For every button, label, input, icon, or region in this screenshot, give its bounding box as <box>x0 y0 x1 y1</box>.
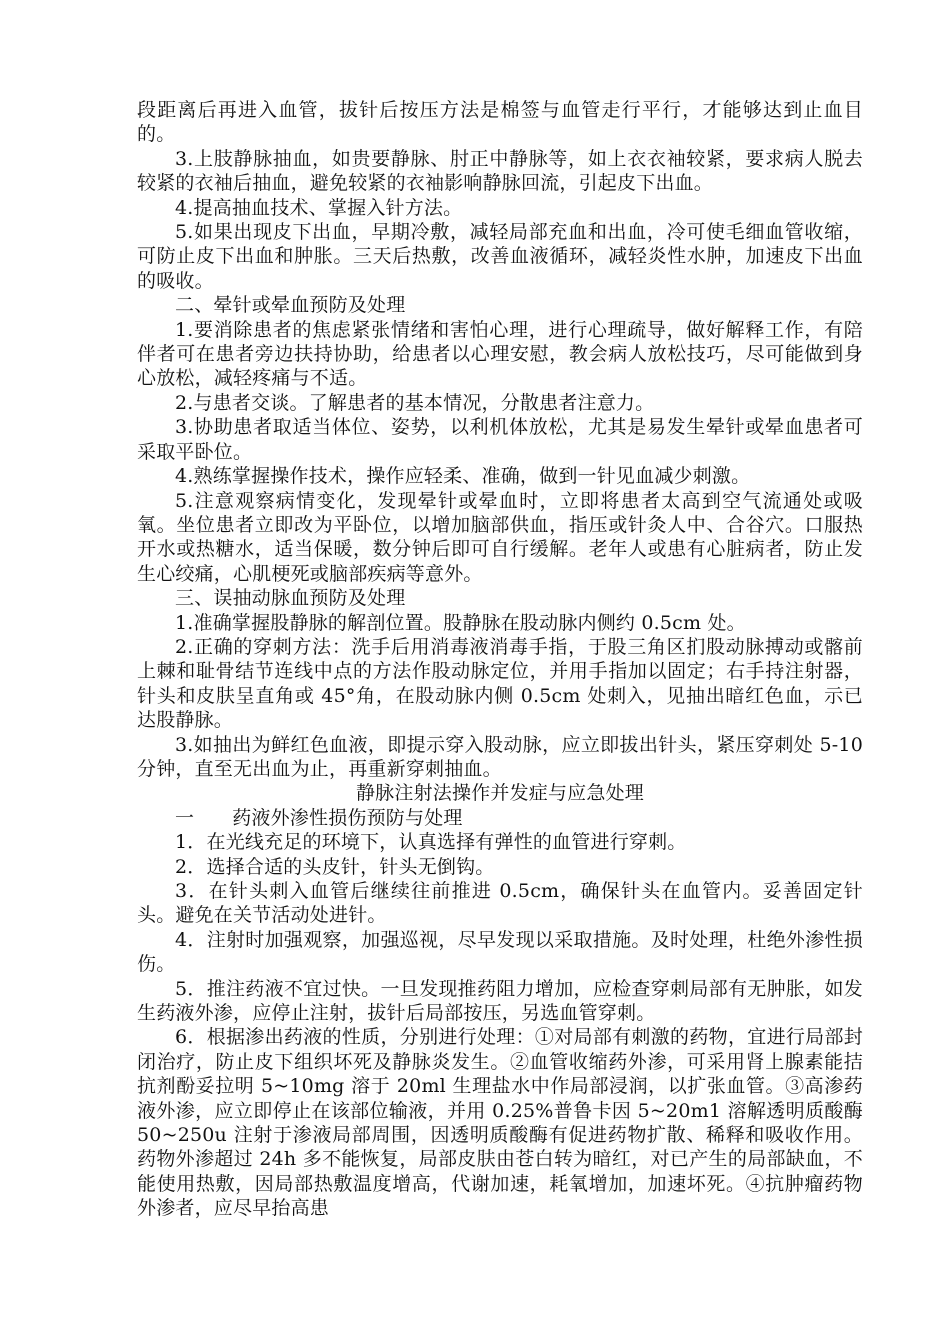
paragraph: 2.正确的穿刺方法：洗手后用消毒液消毒手指，于股三角区扪股动脉搏动或髂前上棘和耻骨结节连线中点的方法作股动脉定位，并用手指加以固定；右手持注射器，针头和皮肤呈直角或 45°角，在股动脉内侧 0.5cm 处刺入，见抽出暗红色血，示已达股静脉。 <box>137 635 863 732</box>
document-title: 静脉注射法操作并发症与应急处理 <box>355 782 644 805</box>
paragraph: 3.如抽出为鲜红色血液，即提示穿入股动脉，应立即拔出针头，紧压穿刺处 5-10 分钟，直至无出血为止，再重新穿刺抽血。 <box>137 733 863 780</box>
paragraph: 1.准确掌握股静脉的解剖位置。股静脉在股动脉内侧约 0.5cm 处。 <box>175 611 746 634</box>
section-number: 一 <box>175 806 195 829</box>
document-body <box>137 98 863 1221</box>
paragraph: 段距离后再进入血管，拔针后按压方法是棉签与血管走行平行，才能够达到止血目的。 <box>137 99 863 146</box>
paragraph: 5.注意观察病情变化，发现晕针或晕血时，立即将患者太高到空气流通处或吸氧。坐位患者立即改为平卧位，以增加脑部供血，指压或针灸人中、合谷穴。口服热开水或热糖水，适当保暖，数分钟后即可自行缓解。老年人或患有心脏病者，防止发生心绞痛，心肌梗死或脑部疾病等意外。 <box>137 489 863 585</box>
paragraph: 5.如果出现皮下出血，早期冷敷，减轻局部充血和出血，冷可使毛细血管收缩，可防止皮下出血和肿胀。三天后热敷，改善血液循环，减轻炎性水肿，加速皮下出血的吸收。 <box>137 221 863 292</box>
paragraph: 2.与患者交谈。了解患者的基本情况，分散患者注意力。 <box>175 391 655 414</box>
section-heading: 二、晕针或晕血预防及处理 <box>175 294 406 317</box>
paragraph: 3．在针头刺入血管后继续往前推进 0.5cm，确保针头在血管内。妥善固定针头。避免在关节活动处进针。 <box>137 880 863 927</box>
paragraph: 3.上肢静脉抽血，如贵要静脉、肘正中静脉等，如上衣衣袖较紧，要求病人脱去较紧的衣袖后抽血，避免较紧的衣袖影响静脉回流，引起皮下出血。 <box>137 147 863 195</box>
paragraph: 4.熟练掌握操作技术，操作应轻柔、准确，做到一针见血减少刺激。 <box>175 465 751 488</box>
paragraph: 5．推注药液不宜过快。一旦发现推药阻力增加，应检查穿刺局部有无肿胀，如发生药液外渗，应停止注射，拔针后局部按压，另选血管穿刺。 <box>137 977 863 1025</box>
section-title: 药液外渗性损伤预防与处理 <box>232 806 463 829</box>
paragraph: 4.提高抽血技术、掌握入针方法。 <box>175 196 463 219</box>
paragraph: 6．根据渗出药液的性质，分别进行处理：①对局部有刺激的药物，宜进行局部封闭治疗，防止皮下组织坏死及静脉炎发生。②血管收缩药外渗，可采用肾上腺素能拮抗剂酚妥拉明 5~10mg 溶于 20ml 生理盐水中作局部浸润，以扩张血管。③高渗药液外渗，应立即停止在该部位输液，并用 0.25%普鲁卡因 5~20m1 溶解透明质酸酶 50~250u 注射于渗液局部周围，因透明质酸酶有促进药物扩散、稀释和吸收作用。药物外渗超过 24h 多不能恢复，局部皮肤由苍白转为暗红，对已产生的局部缺血，不能使用热敷，因局部热敷温度增高，代谢加速，耗氧增加，加速坏死。④抗肿瘤药物外渗者，应尽早抬高患 <box>137 1026 863 1220</box>
paragraph: 2．选择合适的头皮针，针头无倒钩。 <box>175 855 495 878</box>
section-heading: 三、误抽动脉血预防及处理 <box>175 587 406 610</box>
paragraph: 3.协助患者取适当体位、姿势，以利机体放松，尤其是易发生晕针或晕血患者可采取平卧位。 <box>137 416 863 463</box>
paragraph: 1．在光线充足的环境下，认真选择有弹性的血管进行穿刺。 <box>175 831 687 854</box>
paragraph: 4．注射时加强观察，加强巡视，尽早发现以采取措施。及时处理，杜绝外渗性损伤。 <box>137 928 863 976</box>
paragraph: 1.要消除患者的焦虑紧张情绪和害怕心理，进行心理疏导，做好解释工作，有陪伴者可在患者旁边扶持协助，给患者以心理安慰，教会病人放松技巧，尽可能做到身心放松，减轻疼痛与不适。 <box>137 318 863 390</box>
section-heading <box>137 806 863 830</box>
